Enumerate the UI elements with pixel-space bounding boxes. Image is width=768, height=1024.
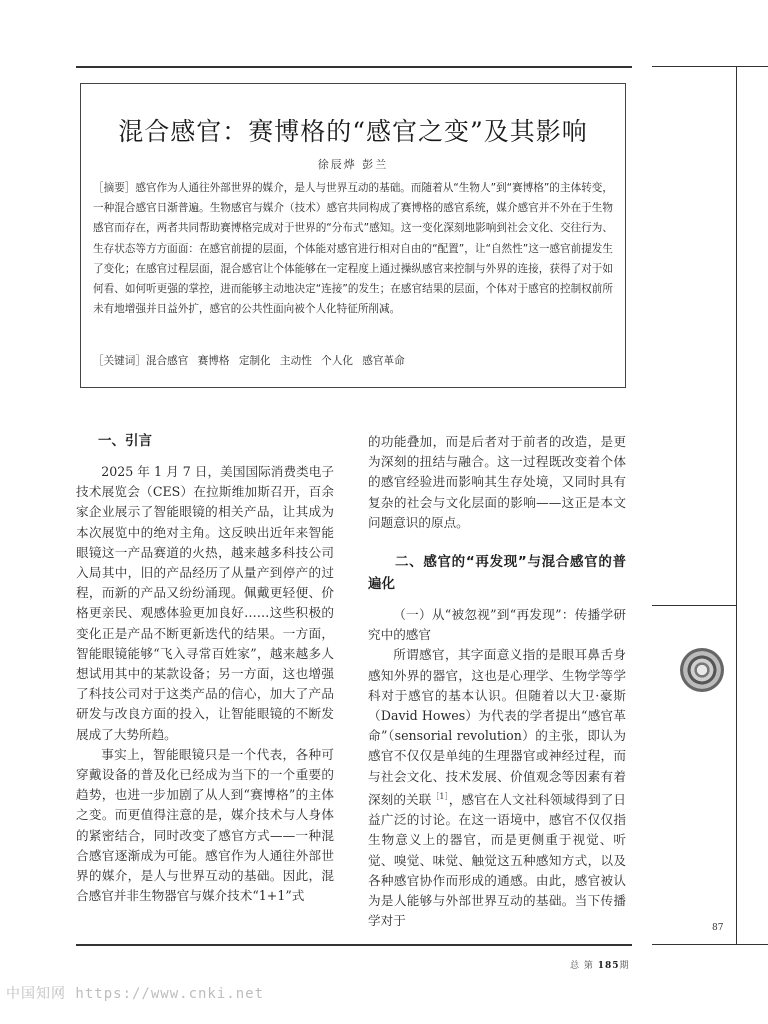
margin-bottom-rule [652,944,768,945]
issue-suffix: 期 [619,961,630,971]
section-heading-two: 二、感官的“再发现”与混合感官的普遍化 [368,554,626,593]
citation: ［1］ [431,791,449,801]
subsection-heading: （一）从“被忽视”到“再发现”：传播学研究中的感官 [368,607,626,643]
margin-top-rule [652,66,768,67]
paragraph: 事实上，智能眼镜只是一个代表，各种可穿戴设备的普及化已经成为当下的一个重要的趋势，也进一步加剧了从人到“赛博格”的主体之变。而更值得注意的是，媒介技术与人身体的紧密结合，同时改变了感官方式——一种混合感官逐渐成为可能。感官作为人通往外部世界的媒介，是人与世界互动的基础。因此，混合感官并非生物器官与媒介技术“1+1”式 [76,746,334,904]
top-rule [76,66,632,68]
paragraph-part: ，感官在人文社科领域得到了日益广泛的讨论。在这一语境中，感官不仅仅指生物意义上的器官，而是更侧重于视觉、听觉、嗅觉、味觉、触觉这五种感知方式，以及各种感官协作而形成的通感。由此，感官被认为是人能够与外部世界互动的基础。当下传播学对于 [368,792,627,929]
margin-vertical-rule [736,66,737,944]
article-title: 混合感官：赛博格的“感官之变”及其影响 [118,117,588,146]
left-column [76,430,334,906]
keywords-list: 混合感官 赛博格 定制化 主动性 个人化 感官革命 [145,355,405,367]
right-column [368,432,626,931]
bottom-rule [76,944,632,946]
keywords-tag: ［关键词］ [93,355,146,367]
issue-prefix: 总 第 [570,961,594,971]
paragraph-part: 所谓感官，其字面意义指的是眼耳鼻舌身感知外界的器官，这也是心理学、生物学等学科对于感官的基本认识。但随着以大卫·豪斯（David Howes）为代表的学者提出“感官革命”（sensorial revolution）的主张，即认为感官不仅仅是单纯的生理器官或神经过程，而与社会文化、技术发展、价值观念等因素有着深刻的关联 [368,647,626,808]
abstract-text [93,178,613,319]
authors: 徐辰烨 彭兰 [317,158,389,171]
abstract-box [80,83,626,388]
keywords [93,351,613,371]
paragraph [368,645,626,931]
page-number: 87 [712,923,724,933]
cnki-watermark: 中国知网 https://www.cnki.net [6,986,265,1002]
issue-number [570,958,630,971]
margin-mid-rule [652,605,736,606]
paragraph: 的功能叠加，而是后者对于前者的改造，是更为深刻的扭结与融合。这一过程既改变着个体的感官经验进而影响其生存处境，又同时具有复杂的社会与文化层面的影响——这正是本文问题意识的原点。 [368,434,626,530]
section-heading-intro: 一、引言 [98,433,152,449]
journal-emblem-icon [680,648,724,692]
abstract-tag: ［摘要］ [93,182,136,194]
abstract-body: 感官作为人通往外部世界的媒介，是人与世界互动的基础。而随着从“生物人”到“赛博格”的主体转变，一种混合感官日渐普遍。生物感官与媒介（技术）感官共同构成了赛博格的感官系统，媒介感官并不外在于生物感官而存在，两者共同帮助赛博格完成对于世界的“分布式”感知。这一变化深刻地影响到社会文化、交往行为、生存状态等方方面面：在感官前提的层面，个体能对感官进行相对自由的“配置”，让“自然性”这一感官前提发生了变化；在感官过程层面，混合感官让个体能够在一定程度上通过操纵感官来控制与外界的连接，获得了对于如何看、如何听更强的掌控，进而能够主动地决定“连接”的发生；在感官结果的层面，个体对于感官的控制权前所未有地增强并日益外扩，感官的公共性面向被个人化特征所削减。 [93,182,614,316]
issue-value: 185 [597,961,620,971]
paragraph: 2025 年 1 月 7 日，美国国际消费类电子技术展览会（CES）在拉斯维加斯召开，百余家企业展示了智能眼镜的相关产品，让其成为本次展览中的绝对主角。这反映出近年来智能眼镜这一产品赛道的火热，越来越多科技公司入局其中，旧的产品经历了从量产到停产的过程，而新的产品又纷纷涌现。佩戴更轻便、价格更亲民、观感体验更加良好……这些积极的变化正是产品不断更新迭代的结果。一方面，智能眼镜能够“飞入寻常百姓家”，越来越多人想试用其中的某款设备；另一方面，这也增强了科技公司对于这类产品的信心，加大了产品研发与改良方面的投入，让智能眼镜的不断发展成了大势所趋。 [76,464,334,742]
